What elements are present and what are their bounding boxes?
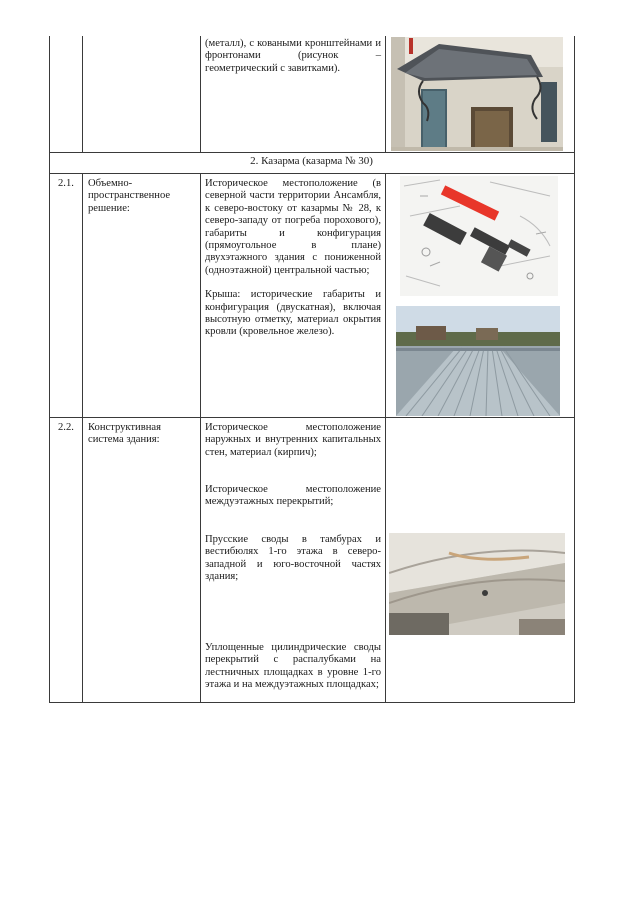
canopy-photo [391, 37, 563, 151]
column-divider-3b [385, 173, 386, 702]
row-2-2-paragraph-4: Уплощенные цилиндрические своды перекрытий с распалубками на лестничных площадках в уровне 1-го этажа и на междуэтажных площадках; [205, 642, 381, 691]
prev-row-description [205, 38, 381, 87]
column-divider-1 [82, 36, 83, 152]
row-2-2-paragraph-3: Прусские своды в тамбурах и вестибюлях 1-го этажа в северо-западной и юго-восточной частях здания; [205, 534, 381, 583]
row-2-1-number: 2.1. [58, 178, 74, 189]
column-divider-3 [385, 36, 386, 152]
row-2-2-number: 2.2. [58, 422, 74, 433]
row-2-1-name: Объемно-пространственное решение: [88, 178, 171, 214]
column-divider-1b [82, 173, 83, 702]
row-line-2 [49, 173, 575, 174]
row-line-1 [49, 152, 575, 153]
site-plan-map [400, 176, 558, 296]
roof-photo [396, 306, 560, 416]
row-2-1-paragraph-2: Крыша: исторические габариты и конфигурация (двускатная), включая высотную отметку, материал окрытия кровли (кровельное железо). [205, 289, 381, 338]
row-2-2-name: Конструктивная система здания: [88, 422, 161, 446]
column-divider-2 [200, 36, 201, 152]
vault-photo [389, 533, 565, 635]
row-line-3 [49, 417, 575, 418]
table-left-border [49, 36, 50, 702]
row-2-2-paragraph-1: Историческое местоположение наружных и внутренних капитальных стен, материал (кирпич); [205, 422, 381, 458]
row-line-4 [49, 702, 575, 703]
section-title: 2. Казарма (казарма № 30) [250, 155, 373, 167]
column-divider-2b [200, 173, 201, 702]
prev-row-text: (металл), с коваными кронштейнами и фронтонами (рисунок – геометрический с завитками). [205, 38, 381, 74]
row-2-1-description [205, 178, 381, 351]
row-2-1-paragraph-1: Историческое местоположение (в северной части территории Ансамбля, к северо-востоку от казармы № 28, к северо-западу от погреба порохового), габариты и конфигурация (прямоугольное в плане) двухэтажного здания с пониженной (одноэтажной) центральной частью; [205, 178, 381, 276]
row-2-2-paragraph-2: Историческое местоположение междуэтажных перекрытий; [205, 484, 381, 508]
table-right-border [574, 36, 575, 702]
